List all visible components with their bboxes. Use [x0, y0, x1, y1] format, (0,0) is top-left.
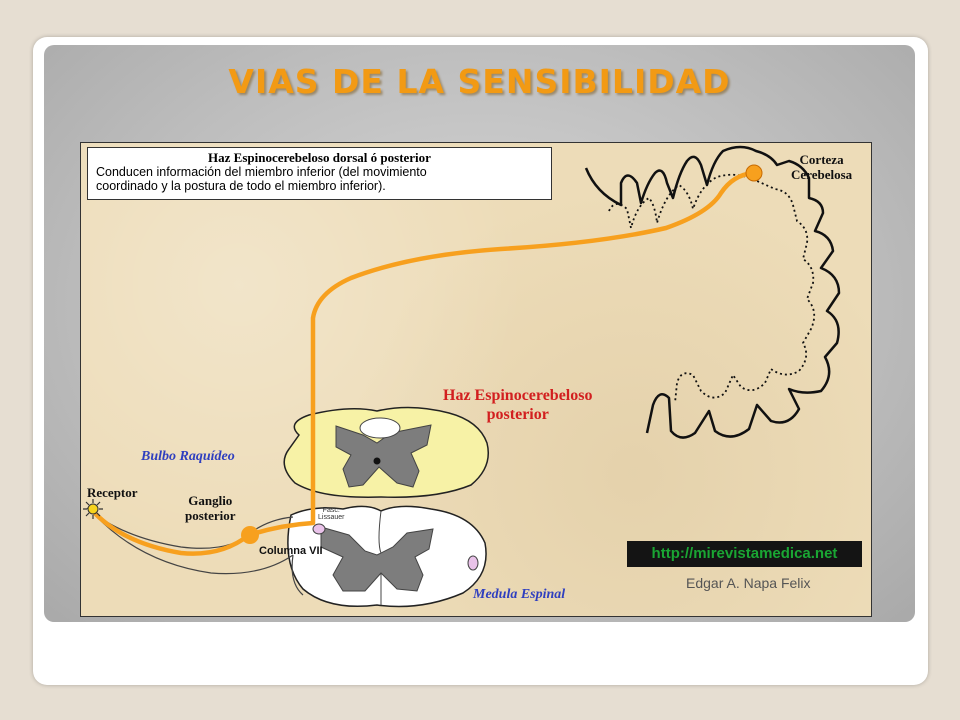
medula-espinal-label: Medula Espinal: [473, 587, 566, 602]
cerebellum-inner-contour: [609, 175, 814, 403]
author-credit: Edgar A. Napa Felix: [686, 575, 811, 591]
haz-espinocerebeloso-label: [443, 386, 592, 424]
slide-title: VIAS DE LA SENSIBILIDAD: [228, 62, 731, 101]
receptor-label: Receptor: [87, 485, 138, 500]
pathway-diagram: [80, 142, 872, 617]
receptor-icon: [83, 499, 103, 519]
ganglio-label-line-2: posterior: [185, 508, 236, 523]
fasc-label-line-1: Fasc.: [322, 507, 340, 514]
bulbo-raquideo-label: Bulbo Raquídeo: [141, 449, 235, 464]
info-box-line-2: coordinado y la postura de todo el miembro inferior).: [96, 179, 386, 193]
haz-label-line-2: posterior: [486, 406, 549, 423]
source-url: http://mirevistamedica.net: [627, 541, 862, 567]
info-box-line-1: Conducen información del miembro inferior (del movimiento: [96, 165, 427, 179]
ganglio-posterior-node: [241, 526, 259, 544]
info-box-title: Haz Espinocerebeloso dorsal ó posterior: [208, 150, 431, 165]
fasc-lissauer-label: [318, 507, 344, 521]
corteza-label-line-2: Cerebelosa: [791, 167, 853, 182]
info-box: [87, 147, 552, 200]
columna-label: Columna VII: [259, 545, 323, 557]
ganglio-posterior-label: [185, 493, 236, 523]
fasc-label-line-2: Lissauer: [318, 514, 345, 521]
corteza-cerebelosa-label: [791, 152, 852, 182]
corteza-cerebelosa-node: [746, 165, 762, 181]
cerebellum-outer-contour: [586, 147, 839, 438]
ganglio-label-line-1: Ganglio: [188, 493, 233, 508]
corteza-label-line-1: Corteza: [799, 152, 844, 167]
haz-label-line-1: Haz Espinocerebeloso: [443, 387, 593, 404]
